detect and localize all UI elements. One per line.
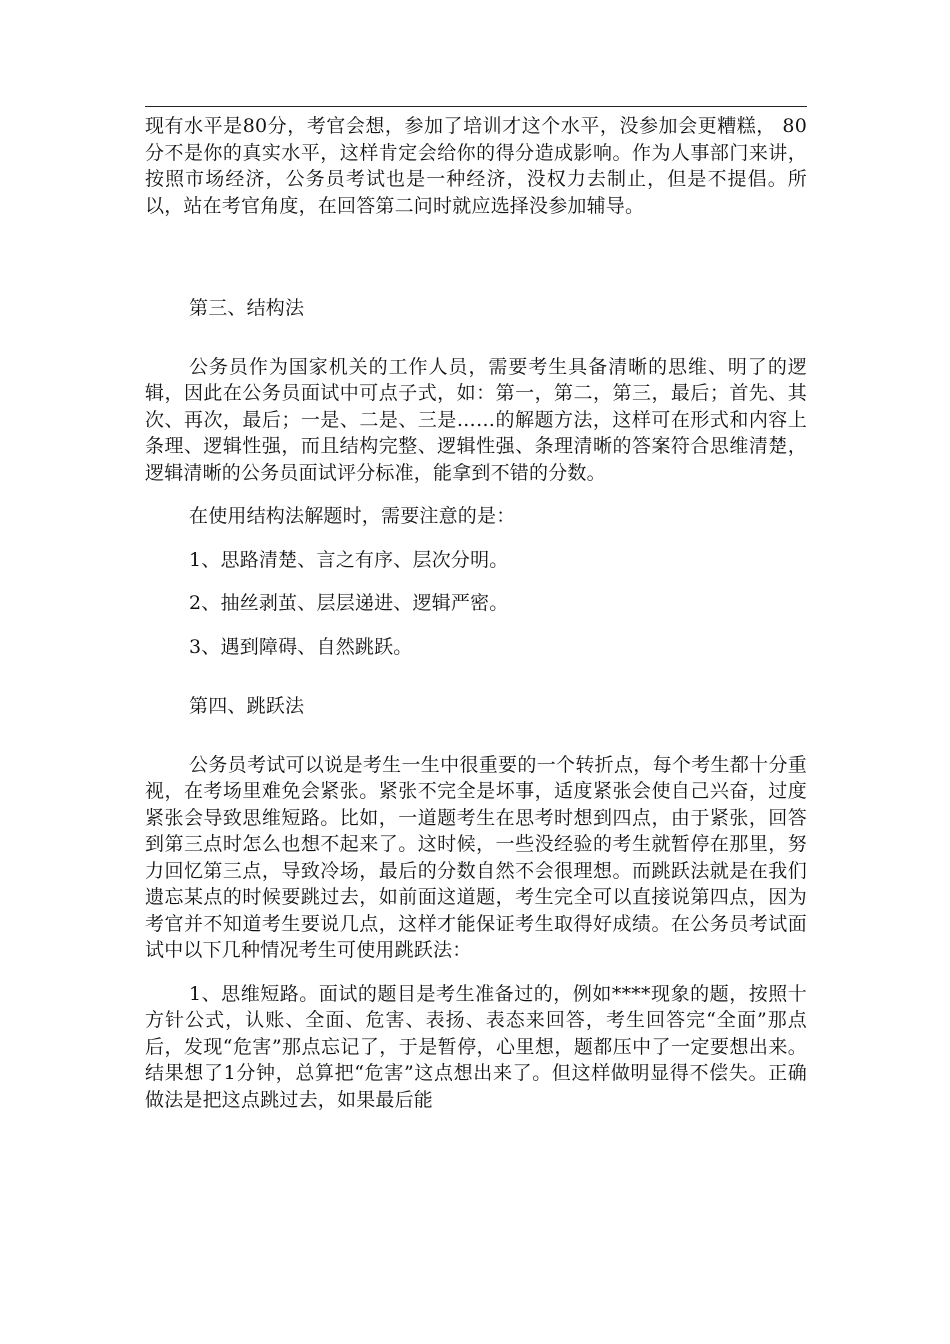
paragraph-skip-case-1: 1、思维短路。面试的题目是考生准备过的，例如****现象的题，按照十方针公式，认账、全面、危害、表扬、表态来回答，考生回答完“全面”那点后，发现“危害”那点忘记了，于是暂停，心里想，题都压中了一定要想出来。结果想了1分钟，总算把“危害”这点想出来了。但这样做明显得不偿失。正确做法是把这点跳过去，如果最后能: [145, 982, 807, 1111]
list-item-1: 1、思路清楚、言之有序、层次分明。: [189, 548, 509, 571]
section-heading-structure: 第三、结构法: [189, 297, 305, 319]
list-item-2: 2、抽丝剥茧、层层递进、逻辑严密。: [189, 592, 509, 614]
header-rule: [145, 106, 807, 107]
paragraph-structure-note: 在使用结构法解题时，需要注意的是：: [189, 505, 516, 527]
section-heading-skip: 第四、跳跃法: [189, 695, 305, 717]
document-body: [145, 113, 807, 1113]
paragraph-skip-intro: 公务员考试可以说是考生一生中很重要的一个转折点，每个考生都十分重视，在考场里难免会紧张。紧张不完全是坏事，适度紧张会使自己兴奋，过度紧张会导致思维短路。比如，一道题考生在思考时想到四点，由于紧张，回答到第三点时怎么也想不起来了。这时候，一些没经验的考生就暂停在那里，努力回忆第三点，导致冷场，最后的分数自然不会很理想。而跳跃法就是在我们遗忘某点的时候要跳过去，如前面这道题，考生完全可以直接说第四点，因为考官并不知道考生要说几点，这样才能保证考生取得好成绩。在公务员考试面试中以下几种情况考生可使用跳跃法：: [145, 753, 807, 961]
paragraph-structure-intro: 公务员作为国家机关的工作人员，需要考生具备清晰的思维、明了的逻辑，因此在公务员面试中可点子式，如：第一，第二，第三，最后；首先、其次、再次，最后；一是、二是、三是……的解题方法，这样可在形式和内容上条理、逻辑性强，而且结构完整、逻辑性强、条理清晰的答案符合思维清楚，逻辑清晰的公务员面试评分标准，能拿到不错的分数。: [145, 355, 807, 484]
list-item-3: 3、遇到障碍、自然跳跃。: [189, 635, 413, 658]
paragraph-continuation: 现有水平是80分，考官会想，参加了培训才这个水平，没参加会更糟糕， 80分不是你的真实水平，这样肯定会给你的得分造成影响。作为人事部门来讲，按照市场经济，公务员考试也是一种经济，没权力去制止，但是不提倡。所以，站在考官角度，在回答第二问时就应选择没参加辅导。: [145, 115, 807, 217]
